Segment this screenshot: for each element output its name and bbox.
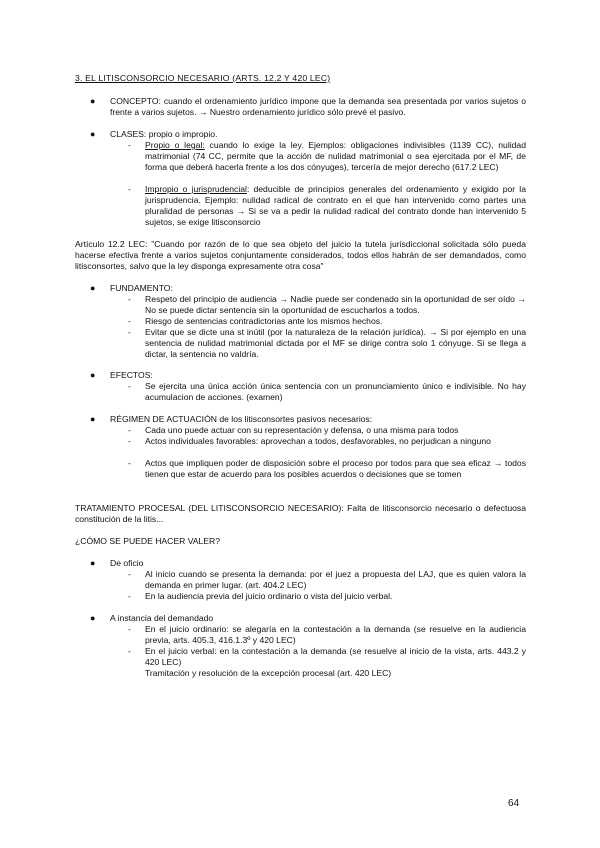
dash: - — [128, 624, 131, 634]
fundamento-item: Evitar que se dicte una st inútil (por la naturaleza de la relación jurídica). → Si por ejemplo en una sentencia de nulidad matrimonial dictada por el MF se dirige contra solo 1 cónyuge. Si se llega a dictar, la sentencia no valdría. — [145, 327, 526, 359]
regimen-title: RÉGIMEN DE ACTUACIÓN de los litisconsortes pasivos necesarios: — [110, 414, 373, 424]
efectos-item: Se ejercita una única acción única sentencia con un pronunciamiento único e indivisible. No hay acumulacion de acciones. (examen) — [145, 381, 526, 402]
regimen-item: Cada uno puede actuar con su representación y defensa, o una misma para todos — [145, 425, 459, 435]
regimen-item: Actos que impliquen poder de disposición sobre el proceso por todos para que sea eficaz → todos tienen que estar de acuerdo para los posibles acuerdos o decisiones que se tomen — [145, 458, 526, 479]
dash: - — [128, 569, 131, 579]
section-heading: 3. EL LITISCONSORCIO NECESARIO (ARTS. 12.2 Y 420 LEC) — [75, 73, 331, 83]
deoficio-item: En la audiencia previa del juicio ordinario o vista del juicio verbal. — [145, 591, 393, 601]
efectos-title: EFECTOS: — [110, 370, 153, 380]
clase-term: Impropio o jurisprudencial — [145, 184, 247, 194]
clase-propio — [145, 140, 526, 173]
bullet: ● — [90, 129, 96, 139]
dash: - — [128, 327, 131, 337]
dash: - — [128, 381, 131, 391]
dash: - — [128, 140, 131, 150]
bullet: ● — [90, 613, 96, 623]
fundamento-item: Riesgo de sentencias contradictorias ante los mismos hechos. — [145, 316, 383, 326]
como-heading: ¿CÓMO SE PUEDE HACER VALER? — [75, 536, 221, 546]
instancia-extra: Tramitación y resolución de la excepción procesal (art. 420 LEC) — [145, 668, 392, 678]
clase-text: cuando lo exige la ley. Ejemplos: obligaciones indivisibles (1139 CC), nulidad matrimonial (74 CC, permite que la acción de nulidad matrimonial o sea ejercitada por el MF, de forma que deberá hacerla frente a los dos cónyuges), tercería de mejor derecho (617.2 LEC) — [145, 140, 526, 172]
deoficio-title: De oficio — [110, 558, 144, 568]
instancia-title: A instancia del demandado — [110, 613, 214, 623]
tratamiento-paragraph: TRATAMIENTO PROCESAL (DEL LITISCONSORCIO NECESARIO): Falta de litisconsorcio necesario o defectuosa constitución de la litis... — [75, 503, 526, 524]
page-number: 64 — [508, 798, 520, 809]
bullet: ● — [90, 283, 96, 293]
bullet: ● — [90, 558, 96, 568]
clases-title: CLASES: propio o impropio. — [110, 129, 218, 139]
deoficio-item: Al inicio cuando se presenta la demanda: por el juez a propuesta del LAJ, que es quien valora la demanda en primer lugar. (art. 404.2 LEC) — [145, 569, 526, 590]
dash: - — [128, 646, 131, 656]
regimen-item: Actos individuales favorables: aprovechan a todos, desfavorables, no perjudican a ninguno — [145, 436, 491, 446]
bullet: ● — [90, 96, 96, 106]
fundamento-title: FUNDAMENTO: — [110, 283, 173, 293]
dash: - — [128, 316, 131, 326]
dash: - — [128, 458, 131, 468]
clase-impropio — [145, 184, 526, 228]
clase-term: Propio o legal: — [145, 140, 205, 150]
fundamento-item: Respeto del principio de audiencia → Nadie puede ser condenado sin la oportunidad de ser oído → No se puede dictar sentencia sin la oportunidad de escucharlos a todos. — [145, 294, 526, 315]
dash: - — [128, 294, 131, 304]
instancia-item: En el juicio verbal: en la contestación a la demanda (se resuelve al inicio de la vista, arts. 443.2 y 420 LEC) — [145, 646, 526, 667]
clase-text: : deducible de principios generales del ordenamiento y exigido por la jurisprudencia. Ejemplo: nulidad radical de contrato en el que han intervenido como partes una pluralidad de personas → Si se va a pedir la nulidad radical del contrato donde han intervenido 5 sujetos, se exige litisconsorcio — [145, 184, 526, 227]
bullet: ● — [90, 414, 96, 424]
articulo-paragraph: Artículo 12.2 LEC: "Cuando por razón de lo que sea objeto del juicio la tutela jurisdiccional solicitada sólo pueda hacerse efectiva frente a varios sujetos conjuntamente considerados, todos ellos habrán de ser demandados, como litisconsortes, salvo que la ley disponga expresamente otra cosa" — [75, 239, 526, 271]
bullet: ● — [90, 370, 96, 380]
dash: - — [128, 184, 131, 194]
dash: - — [128, 591, 131, 601]
concepto-text: CONCEPTO: cuando el ordenamiento jurídico impone que la demanda sea presentada por varios sujetos o frente a varios sujetos. → Nuestro ordenamiento jurídico sólo prevé el pasivo. — [110, 96, 526, 117]
instancia-item: En el juicio ordinario: se alegaría en la contestación a la demanda (se resuelve en la audiencia previa, arts. 405.3, 416.1.3º y 420 LEC) — [145, 624, 526, 645]
dash: - — [128, 425, 131, 435]
dash: - — [128, 436, 131, 446]
